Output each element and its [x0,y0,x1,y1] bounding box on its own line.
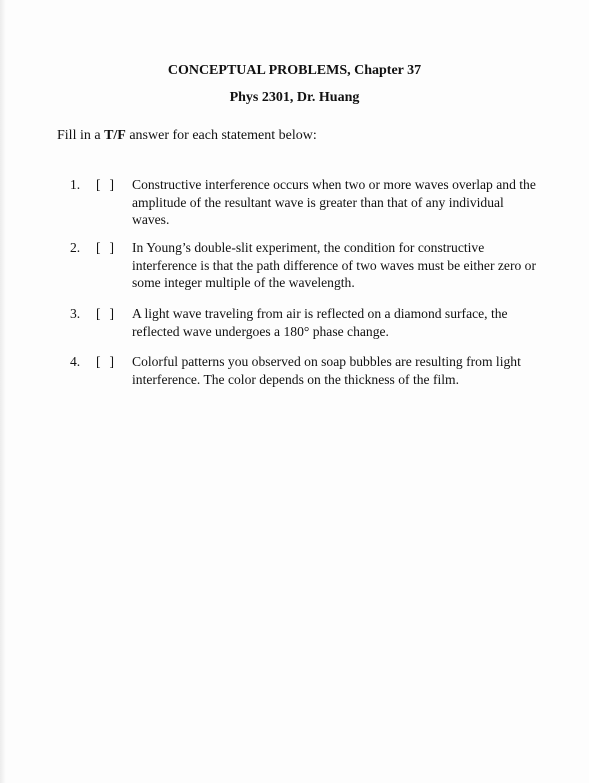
question-text: A light wave traveling from air is reflected on a diamond surface, the reflected wave undergoes a 180° phase change. [132,306,508,339]
answer-box[interactable] [96,176,114,194]
question-number: 2. [70,240,81,255]
question-text: Colorful patterns you observed on soap bubbles are resulting from light interference. The color depends on the thickness of the film. [132,354,521,387]
page-title: CONCEPTUAL PROBLEMS, Chapter 37 [167,63,422,78]
question-text: In Young’s double-slit experiment, the condition for constructive interference is that the path difference of two waves must be either zero or some integer multiple of the wavelength. [132,240,536,290]
answer-box-close: ] [109,354,115,369]
answer-box-open: [ [96,306,101,321]
answer-box-close: ] [109,306,115,321]
answer-box-close: ] [109,240,115,255]
question-number: 4. [70,354,81,369]
instructions [57,127,317,145]
answer-box-close: ] [109,177,115,192]
answer-box-open: [ [96,177,101,192]
question-number: 1. [70,177,81,192]
answer-box-open: [ [96,354,101,369]
scan-edge-shadow [0,0,6,783]
instructions-suffix: answer for each statement below: [125,128,317,143]
page-subtitle: Phys 2301, Dr. Huang [229,90,360,105]
answer-box[interactable] [96,239,114,257]
answer-box[interactable] [96,305,114,323]
answer-box-open: [ [96,240,101,255]
instructions-prefix: Fill in a [57,128,105,143]
instructions-emphasis: T/F [104,128,126,143]
answer-box[interactable] [96,353,114,371]
question-text: Constructive interference occurs when two or more waves overlap and the amplitude of the resultant wave is greater than that of any individual waves. [132,177,536,227]
question-number: 3. [70,306,81,321]
